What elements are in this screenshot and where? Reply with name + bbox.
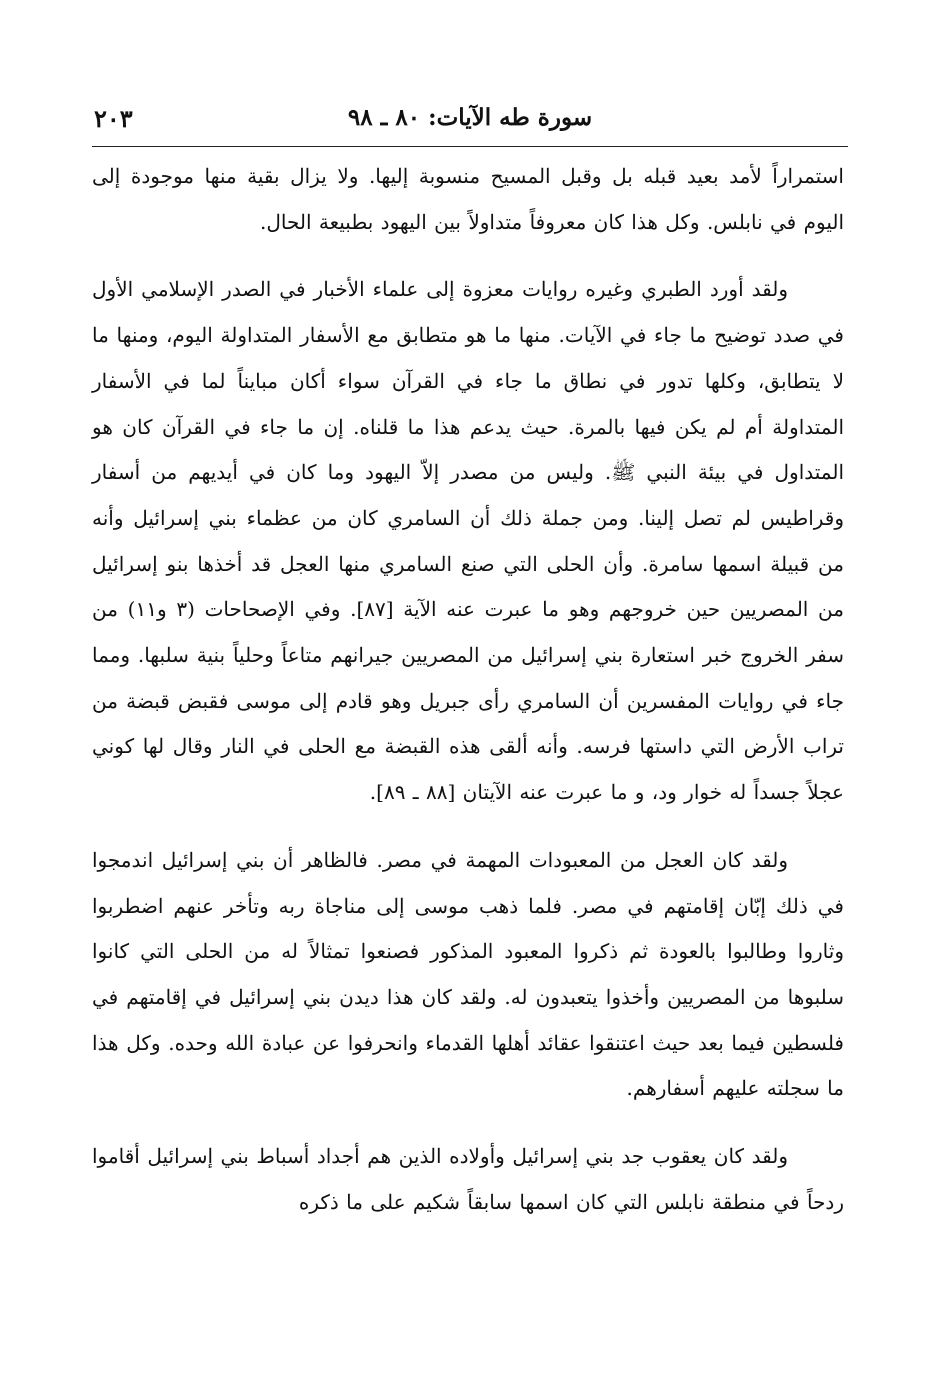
- paragraph-jacob-nablus: ولقد كان يعقوب جد بني إسرائيل وأولاده الذين هم أجداد أسباط بني إسرائيل أقاموا ردحاً في منطقة نابلس التي كان اسمها سابقاً شكيم على ما ذكره: [92, 1144, 844, 1214]
- paragraph-tabari-narrations: ولقد أورد الطبري وغيره روايات معزوة إلى علماء الأخبار في الصدر الإسلامي الأول في صدد توضيح ما جاء في الآيات. منها ما هو متطابق مع الأسفار المتداولة اليوم، ومنها ما لا يتطابق، وكلها تدور في نطاق ما جاء في القرآن سواء أكان مبايناً لما في الأسفار المتداولة أم لم يكن فيها بالمرة. حيث يدعم هذا ما قلناه. إن ما جاء في القرآن كان هو المتداول في بيئة النبي ﷺ. وليس من مصدر إلاّ اليهود وما كان في أيديهم من أسفار وقراطيس لم تصل إلينا. ومن جملة ذلك أن السامري كان من عظماء بني إسرائيل وأنه من قبيلة اسمها سامرة. وأن الحلى التي صنع السامري منها العجل قد أخذها بنو إسرائيل من المصريين حين خروجهم وهو ما عبرت عنه الآية [٨٧]. وفي الإصحاحات (٣ و١١) من سفر الخروج خبر استعارة بني إسرائيل من المصريين جيرانهم متاعاً وحلياً بنية سلبها. ومما جاء في روايات المفسرين أن السامري رأى جبريل وهو قادم إلى موسى فقبض قبضة من تراب الأرض التي داستها فرسه. وأنه ألقى هذه القبضة مع الحلى في النار وقال لها كوني عجلاً جسداً له خوار ود، و ما عبرت عنه الآيتان [٨٨ ـ ٨٩].: [92, 277, 845, 805]
- running-header: [92, 100, 848, 142]
- header-divider: [92, 146, 848, 147]
- paragraph-continuation: استمراراً لأمد بعيد قبله بل وقبل المسيح منسوبة إليها. ولا يزال بقية منها موجودة إلى اليوم في نابلس. وكل هذا كان معروفاً متداولاً بين اليهود بطبيعة الحال.: [92, 164, 844, 234]
- paragraph-calf-worship: ولقد كان العجل من المعبودات المهمة في مصر. فالظاهر أن بني إسرائيل اندمجوا في ذلك إبّان إقامتهم في مصر. فلما ذهب موسى إلى مناجاة ربه وتأخر عنهم اضطربوا وثاروا وطالبوا بالعودة ثم ذكروا المعبود المذكور فصنعوا تمثالاً له من الحلى التي كانوا سلبوها من المصريين وأخذوا يتعبدون له. ولقد كان هذا ديدن بني إسرائيل في إقامتهم في فلسطين فيما بعد حيث اعتنقوا عقائد أهلها القدماء وانحرفوا عن عبادة الله وحده. وكل هذا ما سجلته عليهم أسفارهم.: [92, 847, 844, 1101]
- body-text: [92, 154, 844, 1225]
- page-number: ٢٠٣: [94, 104, 133, 133]
- running-title: سورة طه الآيات: ٨٠ ـ ٩٨: [347, 104, 593, 131]
